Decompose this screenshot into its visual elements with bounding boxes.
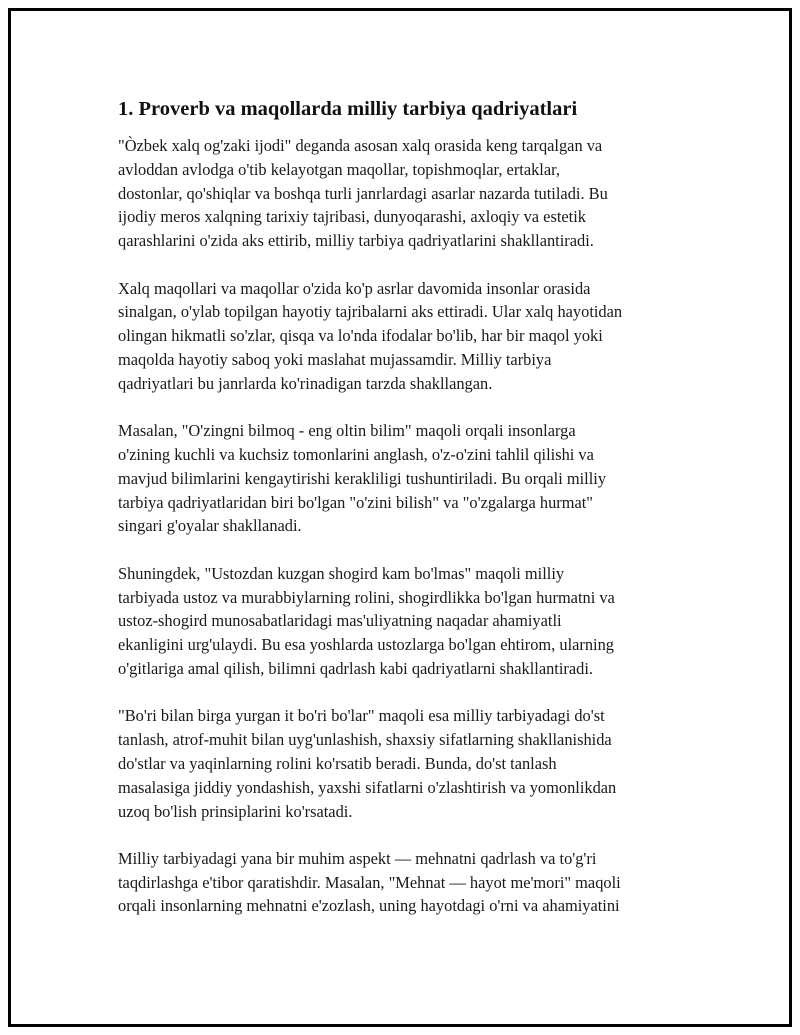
paragraph-intro: "Òzbek xalq og'zaki ijodi" deganda asosan xalq orasida keng tarqalgan va avloddan avlodga o'tib kelayotgan maqollar, topishmoqlar, ertaklar, dostonlar, qo'shiqlar va boshqa turli janrlardagi asarlar nazarda tutiladi. Bu ijodiy meros xalqning tarixiy tajribasi, dunyoqarashi, axloqiy va estetik qarashlarini o'zida aks ettirib, milliy tarbiya qadriyatlarini shakllantiradi.: [118, 136, 608, 251]
paragraph-friendship: "Bo'ri bilan birga yurgan it bo'ri bo'lar" maqoli esa milliy tarbiyadagi do'st tanlash, atrof-muhit bilan uyg'unlashish, shaxsiy sifatlarning shakllanishida do'stlar va yaqinlarning rolini ko'rsatib beradi. Bunda, do'st tanlash masalasiga jiddiy yondashish, yaxshi sifatlarni o'zlashtirish va yomonlikdan uzoq bo'lish prinsiplarini ko'rsatadi.: [118, 706, 617, 821]
paragraph-teacher-student: Shuningdek, "Ustozdan kuzgan shogird kam bo'lmas" maqoli milliy tarbiyada ustoz va murabbiylarning rolini, shogirdlikka bo'lgan hurmatni va ustoz-shogird munosabatlaridagi mas'uliyatning naqadar ahamiyatli ekanligini urg'ulaydi. Bu esa yoshlarda ustozlarga bo'lgan ehtirom, ularning o'gitlariga amal qilish, bilimni qadrlash kabi qadriyatlarni shakllantiradi.: [118, 563, 615, 678]
paragraph-labor: Milliy tarbiyadagi yana bir muhim aspekt — mehnatni qadrlash va to'g'ri taqdirlashga e'tibor qaratishdir. Masalan, "Mehnat — hayot me'mori" maqoli orqali insonlarning mehnatni e'zozlash, uning hayotdagi o'rni va ahamiyatini: [118, 848, 621, 916]
paragraph-self-knowledge: Masalan, "O'zingni bilmoq - eng oltin bilim" maqoli orqali insonlarga o'zining kuchli va kuchsiz tomonlarini anglash, o'z-o'zini tahlil qilishi va mavjud bilimlarini kengaytirishi kerakliligi tushuntiriladi. Bu orqali milliy tarbiya qadriyatlaridan biri bo'lgan "o'zini bilish" va "o'zgalarga hurmat" singari g'oyalar shakllanadi.: [118, 421, 607, 536]
document-body: [118, 95, 706, 942]
paragraph-proverbs: Xalq maqollari va maqollar o'zida ko'p asrlar davomida insonlar orasida sinalgan, o'ylab topilgan hayotiy tajribalarni aks ettiradi. Ular xalq hayotidan olingan hikmatli so'zlar, qisqa va lo'nda ifodalar bo'lib, har bir maqol yoki maqolda hayotiy saboq yoki maslahat mujassamdir. Milliy tarbiya qadriyatlari bu janrlarda ko'rinadigan tarzda shakllangan.: [118, 278, 623, 393]
section-heading: 1. Proverb va maqollarda milliy tarbiya qadriyatlari: [118, 98, 578, 120]
document-page: [8, 8, 792, 1027]
